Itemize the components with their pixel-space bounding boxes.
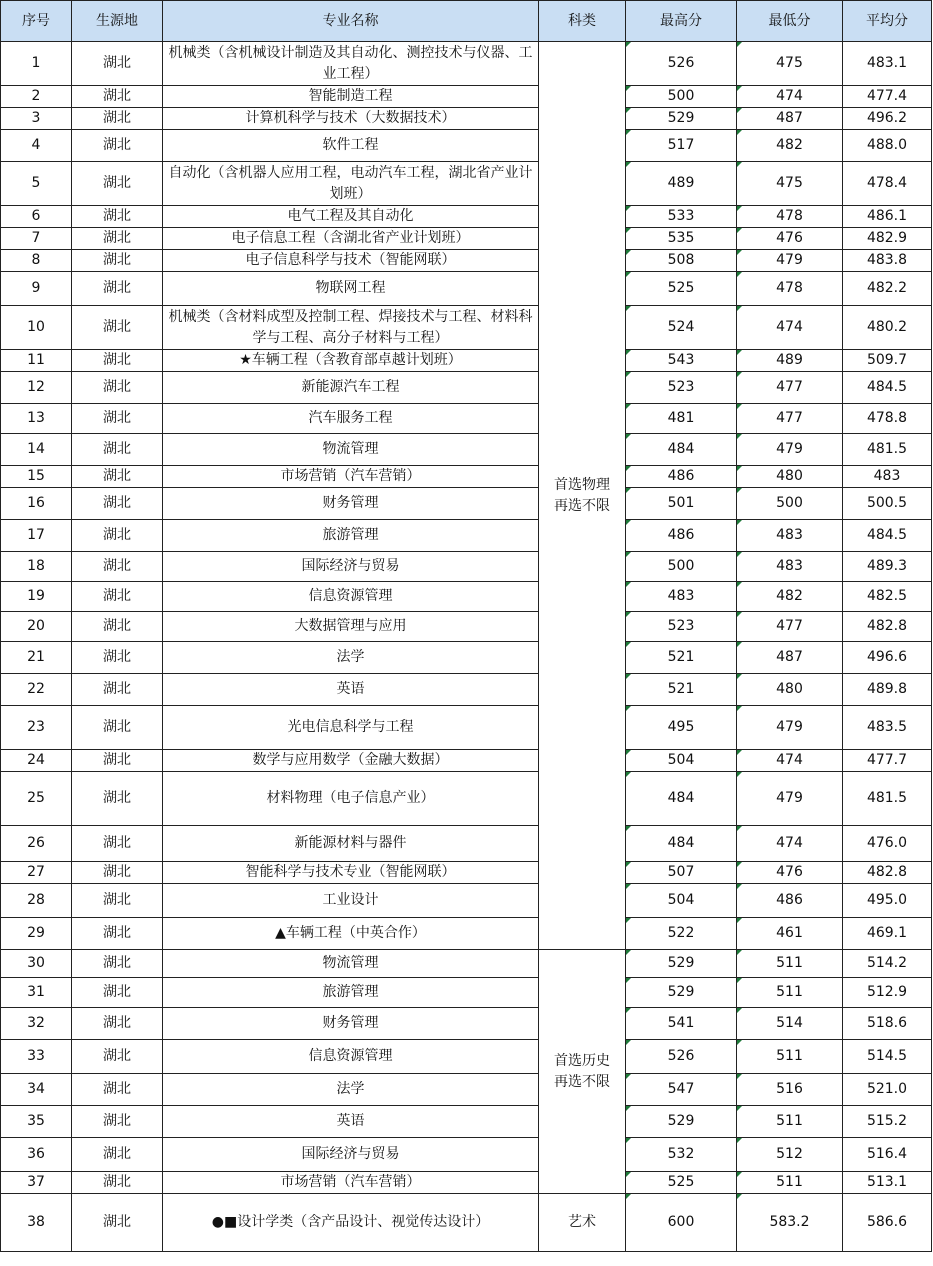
category-label-line1: 艺术 — [568, 1214, 596, 1230]
row-avg-score: 477.4 — [843, 86, 932, 108]
row-min-score: 516 — [737, 1074, 843, 1106]
row-max-score: 525 — [626, 272, 737, 306]
category-label-line1: 首选历史 — [554, 1052, 610, 1069]
table-row — [1, 434, 932, 466]
row-max-score: 529 — [626, 978, 737, 1008]
row-min-score: 479 — [737, 250, 843, 272]
row-max-score: 507 — [626, 862, 737, 884]
row-avg-score: 496.6 — [843, 642, 932, 674]
row-origin: 湖北 — [72, 130, 163, 162]
row-origin: 湖北 — [72, 42, 163, 86]
row-max-score: 523 — [626, 372, 737, 404]
row-avg-score: 483 — [843, 466, 932, 488]
row-min-score: 482 — [737, 130, 843, 162]
row-major: 信息资源管理 — [163, 582, 539, 612]
row-origin: 湖北 — [72, 750, 163, 772]
row-max-score: 517 — [626, 130, 737, 162]
table-row — [1, 1138, 932, 1172]
row-origin: 湖北 — [72, 772, 163, 826]
table-row — [1, 250, 932, 272]
row-major: 旅游管理 — [163, 978, 539, 1008]
row-index: 9 — [1, 272, 72, 306]
row-origin: 湖北 — [72, 108, 163, 130]
row-origin: 湖北 — [72, 1172, 163, 1194]
row-index: 27 — [1, 862, 72, 884]
row-max-score: 522 — [626, 918, 737, 950]
row-index: 21 — [1, 642, 72, 674]
row-avg-score: 484.5 — [843, 372, 932, 404]
row-min-score: 474 — [737, 826, 843, 862]
row-avg-score: 482.8 — [843, 862, 932, 884]
row-min-score: 476 — [737, 228, 843, 250]
category-cell — [539, 1194, 626, 1252]
row-origin: 湖北 — [72, 674, 163, 706]
row-avg-score: 509.7 — [843, 350, 932, 372]
row-max-score: 500 — [626, 86, 737, 108]
row-max-score: 486 — [626, 466, 737, 488]
row-origin: 湖北 — [72, 86, 163, 108]
row-major: 智能制造工程 — [163, 86, 539, 108]
row-avg-score: 482.5 — [843, 582, 932, 612]
row-major: ●■设计学类（含产品设计、视觉传达设计） — [163, 1194, 539, 1252]
table-row — [1, 706, 932, 750]
row-origin: 湖北 — [72, 488, 163, 520]
table-row — [1, 206, 932, 228]
row-min-score: 477 — [737, 404, 843, 434]
row-index: 35 — [1, 1106, 72, 1138]
table-row — [1, 162, 932, 206]
table-row — [1, 108, 932, 130]
row-major: ★车辆工程（含教育部卓越计划班） — [163, 350, 539, 372]
row-major: 物流管理 — [163, 950, 539, 978]
row-min-score: 511 — [737, 1172, 843, 1194]
row-origin: 湖北 — [72, 950, 163, 978]
row-origin: 湖北 — [72, 582, 163, 612]
row-max-score: 529 — [626, 1106, 737, 1138]
row-max-score: 533 — [626, 206, 737, 228]
table-row — [1, 884, 932, 918]
row-min-score: 477 — [737, 372, 843, 404]
row-major: 英语 — [163, 1106, 539, 1138]
table-row — [1, 520, 932, 552]
row-max-score: 541 — [626, 1008, 737, 1040]
row-index: 3 — [1, 108, 72, 130]
table-row — [1, 1008, 932, 1040]
row-min-score: 479 — [737, 434, 843, 466]
row-origin: 湖北 — [72, 206, 163, 228]
row-origin: 湖北 — [72, 466, 163, 488]
row-min-score: 475 — [737, 162, 843, 206]
row-major: 物流管理 — [163, 434, 539, 466]
row-avg-score: 586.6 — [843, 1194, 932, 1252]
row-max-score: 486 — [626, 520, 737, 552]
table-row — [1, 1172, 932, 1194]
row-max-score: 504 — [626, 750, 737, 772]
row-avg-score: 488.0 — [843, 130, 932, 162]
row-avg-score: 518.6 — [843, 1008, 932, 1040]
table-row — [1, 750, 932, 772]
table-row — [1, 130, 932, 162]
row-index: 19 — [1, 582, 72, 612]
row-avg-score: 480.2 — [843, 306, 932, 350]
row-avg-score: 478.4 — [843, 162, 932, 206]
row-min-score: 514 — [737, 1008, 843, 1040]
row-min-score: 511 — [737, 950, 843, 978]
row-index: 17 — [1, 520, 72, 552]
table-row — [1, 372, 932, 404]
row-min-score: 475 — [737, 42, 843, 86]
row-major: 新能源汽车工程 — [163, 372, 539, 404]
row-major: 计算机科学与技术（大数据技术） — [163, 108, 539, 130]
row-min-score: 511 — [737, 1106, 843, 1138]
row-avg-score: 483.1 — [843, 42, 932, 86]
row-min-score: 583.2 — [737, 1194, 843, 1252]
row-min-score: 487 — [737, 642, 843, 674]
row-max-score: 526 — [626, 1040, 737, 1074]
row-min-score: 478 — [737, 272, 843, 306]
row-min-score: 482 — [737, 582, 843, 612]
row-origin: 湖北 — [72, 862, 163, 884]
row-avg-score: 478.8 — [843, 404, 932, 434]
row-major: 机械类（含机械设计制造及其自动化、测控技术与仪器、工业工程） — [163, 42, 539, 86]
row-origin: 湖北 — [72, 250, 163, 272]
header-max-score: 最高分 — [626, 1, 737, 42]
table-row — [1, 86, 932, 108]
row-min-score: 461 — [737, 918, 843, 950]
row-min-score: 511 — [737, 978, 843, 1008]
row-origin: 湖北 — [72, 612, 163, 642]
row-min-score: 474 — [737, 306, 843, 350]
row-origin: 湖北 — [72, 306, 163, 350]
table-row — [1, 1040, 932, 1074]
row-avg-score: 496.2 — [843, 108, 932, 130]
row-avg-score: 481.5 — [843, 434, 932, 466]
row-major: 财务管理 — [163, 488, 539, 520]
row-index: 32 — [1, 1008, 72, 1040]
row-avg-score: 514.2 — [843, 950, 932, 978]
row-index: 31 — [1, 978, 72, 1008]
row-major: 智能科学与技术专业（智能网联） — [163, 862, 539, 884]
table-row — [1, 950, 932, 978]
row-min-score: 486 — [737, 884, 843, 918]
row-max-score: 525 — [626, 1172, 737, 1194]
table-row — [1, 350, 932, 372]
header-min-score: 最低分 — [737, 1, 843, 42]
row-origin: 湖北 — [72, 1040, 163, 1074]
table-body — [1, 42, 932, 1252]
row-avg-score: 514.5 — [843, 1040, 932, 1074]
row-major: 机械类（含材料成型及控制工程、焊接技术与工程、材料科学与工程、高分子材料与工程） — [163, 306, 539, 350]
row-max-score: 521 — [626, 642, 737, 674]
row-major: 市场营销（汽车营销） — [163, 1172, 539, 1194]
row-min-score: 478 — [737, 206, 843, 228]
row-avg-score: 477.7 — [843, 750, 932, 772]
category-label-line1: 首选物理 — [554, 476, 610, 493]
row-min-score: 479 — [737, 772, 843, 826]
row-index: 34 — [1, 1074, 72, 1106]
row-origin: 湖北 — [72, 1074, 163, 1106]
row-index: 23 — [1, 706, 72, 750]
row-index: 6 — [1, 206, 72, 228]
row-index: 13 — [1, 404, 72, 434]
row-min-score: 474 — [737, 86, 843, 108]
row-origin: 湖北 — [72, 978, 163, 1008]
row-avg-score: 500.5 — [843, 488, 932, 520]
row-origin: 湖北 — [72, 1008, 163, 1040]
row-origin: 湖北 — [72, 552, 163, 582]
row-max-score: 504 — [626, 884, 737, 918]
row-origin: 湖北 — [72, 826, 163, 862]
row-min-score: 500 — [737, 488, 843, 520]
row-index: 38 — [1, 1194, 72, 1252]
table-row — [1, 582, 932, 612]
row-max-score: 535 — [626, 228, 737, 250]
row-major: 光电信息科学与工程 — [163, 706, 539, 750]
row-max-score: 523 — [626, 612, 737, 642]
row-major: 信息资源管理 — [163, 1040, 539, 1074]
row-avg-score: 482.2 — [843, 272, 932, 306]
table-row — [1, 612, 932, 642]
row-index: 22 — [1, 674, 72, 706]
row-origin: 湖北 — [72, 706, 163, 750]
row-avg-score: 484.5 — [843, 520, 932, 552]
row-major: 英语 — [163, 674, 539, 706]
row-index: 2 — [1, 86, 72, 108]
row-major: 法学 — [163, 1074, 539, 1106]
row-origin: 湖北 — [72, 918, 163, 950]
row-index: 4 — [1, 130, 72, 162]
table-row — [1, 772, 932, 826]
row-max-score: 481 — [626, 404, 737, 434]
row-index: 11 — [1, 350, 72, 372]
row-min-score: 511 — [737, 1040, 843, 1074]
row-max-score: 547 — [626, 1074, 737, 1106]
row-min-score: 480 — [737, 466, 843, 488]
row-index: 24 — [1, 750, 72, 772]
row-min-score: 479 — [737, 706, 843, 750]
table-row — [1, 42, 932, 86]
row-major: 材料物理（电子信息产业） — [163, 772, 539, 826]
row-major: 自动化（含机器人应用工程，电动汽车工程，湖北省产业计划班） — [163, 162, 539, 206]
table-row — [1, 1074, 932, 1106]
row-origin: 湖北 — [72, 434, 163, 466]
row-major: 物联网工程 — [163, 272, 539, 306]
row-max-score: 500 — [626, 552, 737, 582]
row-major: 旅游管理 — [163, 520, 539, 552]
header-index: 序号 — [1, 1, 72, 42]
row-origin: 湖北 — [72, 520, 163, 552]
row-min-score: 487 — [737, 108, 843, 130]
row-min-score: 476 — [737, 862, 843, 884]
table-row — [1, 642, 932, 674]
row-index: 7 — [1, 228, 72, 250]
row-major: 电子信息科学与技术（智能网联） — [163, 250, 539, 272]
row-min-score: 477 — [737, 612, 843, 642]
row-index: 25 — [1, 772, 72, 826]
category-label-line2: 再选不限 — [554, 497, 610, 514]
row-max-score: 501 — [626, 488, 737, 520]
table-row — [1, 552, 932, 582]
row-index: 26 — [1, 826, 72, 862]
row-avg-score: 486.1 — [843, 206, 932, 228]
row-major: 电气工程及其自动化 — [163, 206, 539, 228]
row-origin: 湖北 — [72, 272, 163, 306]
row-major: 国际经济与贸易 — [163, 552, 539, 582]
table-row — [1, 1194, 932, 1252]
category-label-line2: 再选不限 — [554, 1073, 610, 1090]
row-index: 29 — [1, 918, 72, 950]
table-row — [1, 228, 932, 250]
row-index: 5 — [1, 162, 72, 206]
row-avg-score: 483.5 — [843, 706, 932, 750]
row-major: 国际经济与贸易 — [163, 1138, 539, 1172]
row-avg-score: 489.3 — [843, 552, 932, 582]
row-min-score: 483 — [737, 552, 843, 582]
row-max-score: 484 — [626, 434, 737, 466]
row-major: ▲车辆工程（中英合作） — [163, 918, 539, 950]
row-min-score: 474 — [737, 750, 843, 772]
row-index: 20 — [1, 612, 72, 642]
category-cell — [539, 42, 626, 950]
row-origin: 湖北 — [72, 1194, 163, 1252]
row-major: 数学与应用数学（金融大数据） — [163, 750, 539, 772]
row-origin: 湖北 — [72, 404, 163, 434]
row-avg-score: 483.8 — [843, 250, 932, 272]
row-index: 33 — [1, 1040, 72, 1074]
row-avg-score: 469.1 — [843, 918, 932, 950]
row-index: 12 — [1, 372, 72, 404]
table-row — [1, 466, 932, 488]
row-origin: 湖北 — [72, 1106, 163, 1138]
row-max-score: 489 — [626, 162, 737, 206]
row-avg-score: 482.9 — [843, 228, 932, 250]
row-index: 18 — [1, 552, 72, 582]
header-major: 专业名称 — [163, 1, 539, 42]
row-major: 汽车服务工程 — [163, 404, 539, 434]
row-major: 大数据管理与应用 — [163, 612, 539, 642]
row-avg-score: 489.8 — [843, 674, 932, 706]
row-max-score: 524 — [626, 306, 737, 350]
row-avg-score: 495.0 — [843, 884, 932, 918]
row-max-score: 484 — [626, 772, 737, 826]
row-index: 1 — [1, 42, 72, 86]
row-index: 30 — [1, 950, 72, 978]
row-major: 工业设计 — [163, 884, 539, 918]
row-max-score: 529 — [626, 950, 737, 978]
row-major: 电子信息工程（含湖北省产业计划班） — [163, 228, 539, 250]
row-index: 28 — [1, 884, 72, 918]
row-origin: 湖北 — [72, 642, 163, 674]
category-cell — [539, 950, 626, 1194]
row-index: 14 — [1, 434, 72, 466]
header-row — [1, 1, 932, 42]
row-major: 市场营销（汽车营销） — [163, 466, 539, 488]
row-max-score: 526 — [626, 42, 737, 86]
row-avg-score: 521.0 — [843, 1074, 932, 1106]
table-row — [1, 918, 932, 950]
row-index: 36 — [1, 1138, 72, 1172]
row-index: 37 — [1, 1172, 72, 1194]
row-major: 法学 — [163, 642, 539, 674]
row-index: 10 — [1, 306, 72, 350]
row-index: 8 — [1, 250, 72, 272]
row-origin: 湖北 — [72, 884, 163, 918]
row-avg-score: 513.1 — [843, 1172, 932, 1194]
row-max-score: 521 — [626, 674, 737, 706]
row-max-score: 508 — [626, 250, 737, 272]
row-max-score: 532 — [626, 1138, 737, 1172]
row-max-score: 495 — [626, 706, 737, 750]
table-row — [1, 272, 932, 306]
row-min-score: 489 — [737, 350, 843, 372]
table-row — [1, 978, 932, 1008]
row-origin: 湖北 — [72, 372, 163, 404]
table-row — [1, 674, 932, 706]
row-avg-score: 516.4 — [843, 1138, 932, 1172]
row-avg-score: 512.9 — [843, 978, 932, 1008]
row-min-score: 480 — [737, 674, 843, 706]
header-category: 科类 — [539, 1, 626, 42]
row-max-score: 600 — [626, 1194, 737, 1252]
row-index: 16 — [1, 488, 72, 520]
row-major: 新能源材料与器件 — [163, 826, 539, 862]
row-max-score: 484 — [626, 826, 737, 862]
row-origin: 湖北 — [72, 228, 163, 250]
table-row — [1, 862, 932, 884]
row-avg-score: 482.8 — [843, 612, 932, 642]
row-min-score: 483 — [737, 520, 843, 552]
row-origin: 湖北 — [72, 162, 163, 206]
table-row — [1, 306, 932, 350]
header-origin: 生源地 — [72, 1, 163, 42]
table-row — [1, 826, 932, 862]
row-index: 15 — [1, 466, 72, 488]
row-avg-score: 481.5 — [843, 772, 932, 826]
row-max-score: 543 — [626, 350, 737, 372]
row-major: 财务管理 — [163, 1008, 539, 1040]
row-avg-score: 515.2 — [843, 1106, 932, 1138]
header-avg-score: 平均分 — [843, 1, 932, 42]
row-origin: 湖北 — [72, 1138, 163, 1172]
table-row — [1, 1106, 932, 1138]
row-max-score: 483 — [626, 582, 737, 612]
row-min-score: 512 — [737, 1138, 843, 1172]
row-avg-score: 476.0 — [843, 826, 932, 862]
table-row — [1, 404, 932, 434]
row-origin: 湖北 — [72, 350, 163, 372]
row-max-score: 529 — [626, 108, 737, 130]
row-major: 软件工程 — [163, 130, 539, 162]
table-row — [1, 488, 932, 520]
